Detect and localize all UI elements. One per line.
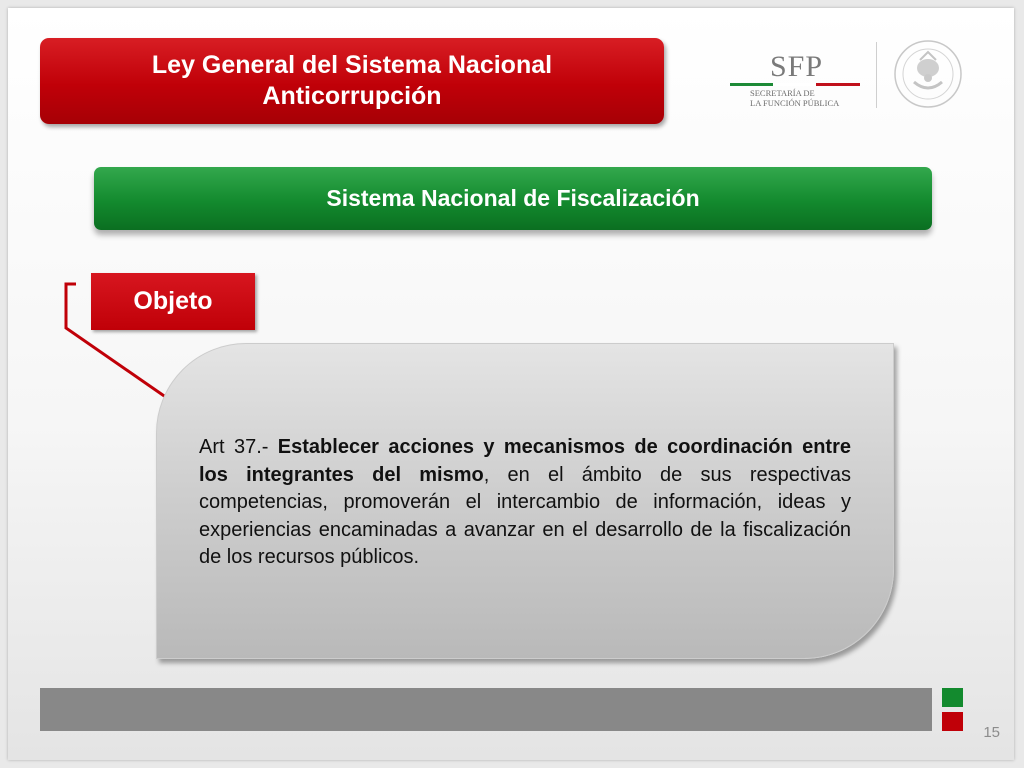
page-number: 15 (983, 724, 1000, 741)
article-card (156, 343, 894, 659)
article-text (199, 434, 851, 572)
logo-divider (876, 42, 877, 108)
sfp-subtitle-line-2: LA FUNCIÓN PÚBLICA (750, 98, 840, 108)
footer-bar (40, 688, 932, 731)
objeto-label-box (91, 273, 255, 330)
title-line-2: Anticorrupción (262, 82, 442, 110)
section-banner (94, 167, 932, 230)
sfp-logo-text: SFP (770, 50, 824, 83)
objeto-label: Objeto (133, 287, 213, 315)
coat-of-arms-icon (890, 38, 966, 110)
slide-title-banner (40, 38, 664, 124)
sfp-subtitle-line-1: SECRETARÍA DE (750, 88, 815, 98)
sfp-logo-subtitle (750, 88, 865, 108)
article-bold: Establecer acciones y mecanismos de coordinación entre los integrantes del mismo (199, 436, 851, 486)
sfp-flag-bar (730, 83, 860, 86)
title-line-1: Ley General del Sistema Nacional (151, 51, 553, 79)
article-rest: , en el ámbito de sus respectivas competencias, promoverán el intercambio de información, ideas y experiencias encaminadas a avanzar en el desarrollo de la fiscalización de los recursos públicos. (199, 463, 851, 568)
sfp-logo (730, 50, 865, 112)
red-square (942, 712, 963, 731)
green-square (942, 688, 963, 707)
article-prefix: Art 37.- (199, 436, 278, 458)
section-title: Sistema Nacional de Fiscalización (326, 185, 700, 211)
